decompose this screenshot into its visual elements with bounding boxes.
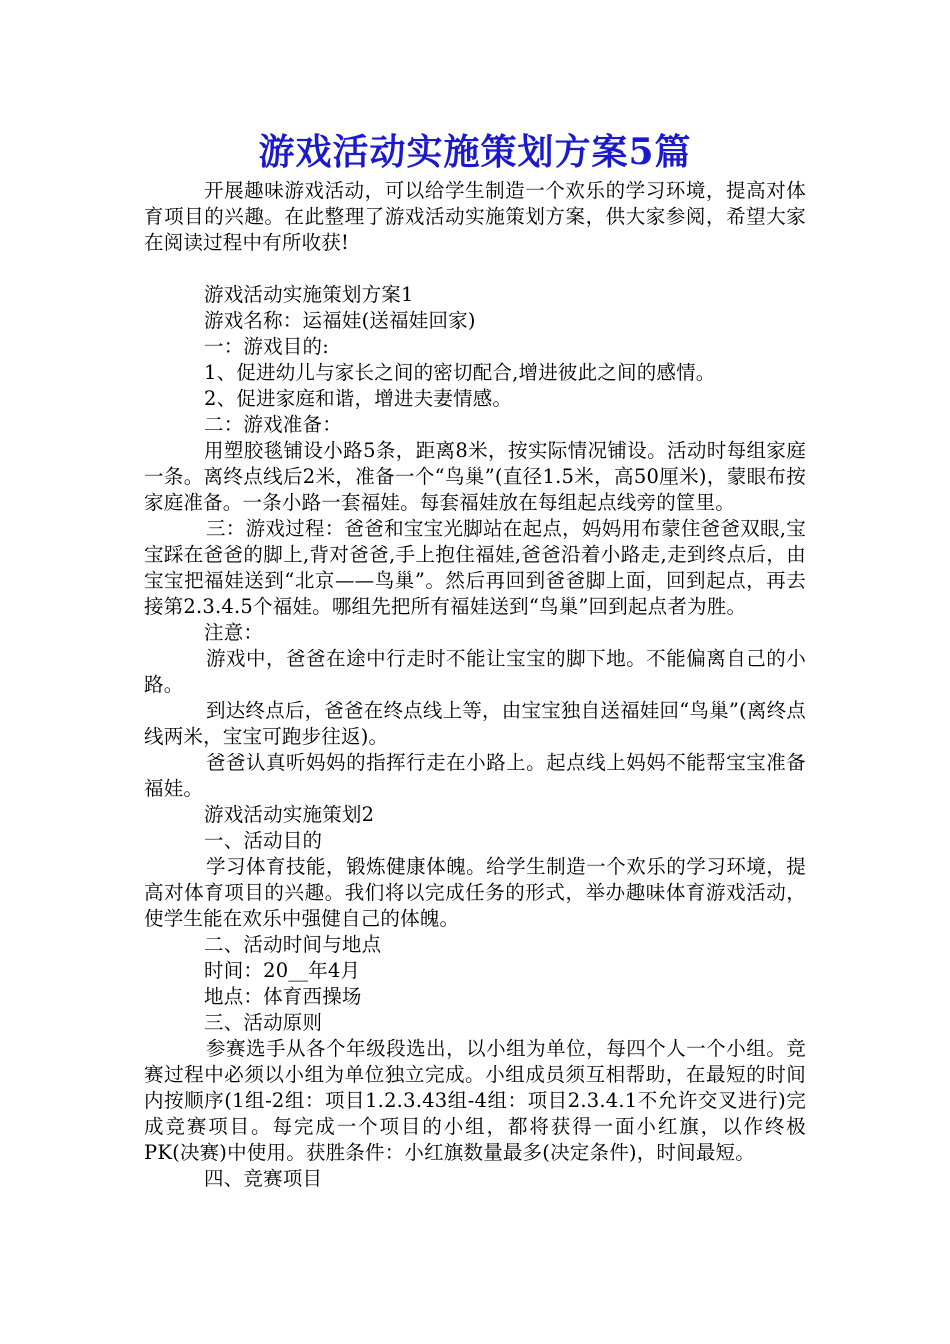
time-line: 时间：20__年4月 <box>204 959 361 982</box>
goal-heading: 一：游戏目的: <box>204 335 329 358</box>
goal-item-2: 2、促进家庭和谐，增进夫妻情感。 <box>204 387 513 410</box>
section1-heading: 游戏活动实施策划方案1 <box>204 283 414 306</box>
blank-line <box>144 256 806 282</box>
game-name: 游戏名称：运福娃(送福娃回家) <box>204 309 476 332</box>
prep-paragraph: 用塑胶毯铺设小路5条，距离8米，按实际情况铺设。活动时每组家庭一条。离终点线后2米，准备一个“鸟巢”(直径1.5米，高50厘米)，蒙眼布按家庭准备。一条小路一套福娃。每套福娃放在每组起点线旁的筐里。 <box>144 439 806 514</box>
intro-paragraph: 开展趣味游戏活动，可以给学生制造一个欢乐的学习环境，提高对体育项目的兴趣。在此整理了游戏活动实施策划方案，供大家参阅，希望大家在阅读过程中有所收获! <box>144 179 806 254</box>
section2-heading: 游戏活动实施策划2 <box>204 803 375 826</box>
document-title: 游戏活动实施策划方案5篇 <box>258 131 692 173</box>
note-paragraph-2: 到达终点后，爸爸在终点线上等，由宝宝独自送福娃回“鸟巢”(离终点线两米，宝宝可跑步往返)。 <box>144 699 806 748</box>
goal-item-1: 1、促进幼儿与家长之间的密切配合,增进彼此之间的感情。 <box>204 361 716 384</box>
time-place-heading: 二、活动时间与地点 <box>204 933 382 956</box>
purpose-heading: 一、活动目的 <box>204 829 323 852</box>
document-page <box>144 126 806 1192</box>
note-paragraph-3: 爸爸认真听妈妈的指挥行走在小路上。起点线上妈妈不能帮宝宝准备福娃。 <box>144 751 806 800</box>
principle-paragraph: 参赛选手从各个年级段选出，以小组为单位，每四个人一个小组。竞赛过程中必须以小组为单位独立完成。小组成员须互相帮助，在最短的时间内按顺序(1组-2组：项目1.2.3.43组-4组：项目2.3.4.1不允许交叉进行)完成竞赛项目。每完成一个项目的小组，都将获得一面小红旗，以作终极PK(决赛)中使用。获胜条件：小红旗数量最多(决定条件)，时间最短。 <box>144 1037 806 1164</box>
events-heading: 四、竞赛项目 <box>204 1167 323 1190</box>
note-paragraph-1: 游戏中，爸爸在途中行走时不能让宝宝的脚下地。不能偏离自己的小路。 <box>144 647 806 696</box>
purpose-paragraph: 学习体育技能，锻炼健康体魄。给学生制造一个欢乐的学习环境，提高对体育项目的兴趣。我们将以完成任务的形式，举办趣味体育游戏活动，使学生能在欢乐中强健自己的体魄。 <box>144 855 806 930</box>
place-line: 地点：体育西操场 <box>204 985 362 1008</box>
principle-heading: 三、活动原则 <box>204 1011 323 1034</box>
notes-heading: 注意： <box>204 621 264 644</box>
prep-heading: 二：游戏准备： <box>204 413 342 436</box>
process-paragraph: 三：游戏过程：爸爸和宝宝光脚站在起点，妈妈用布蒙住爸爸双眼,宝宝踩在爸爸的脚上,背对爸爸,手上抱住福娃,爸爸沿着小路走,走到终点后，由宝宝把福娃送到“北京——鸟巢”。然后再回到爸爸脚上面，回到起点，再去接第2.3.4.5个福娃。哪组先把所有福娃送到“鸟巢”回到起点者为胜。 <box>144 517 806 618</box>
